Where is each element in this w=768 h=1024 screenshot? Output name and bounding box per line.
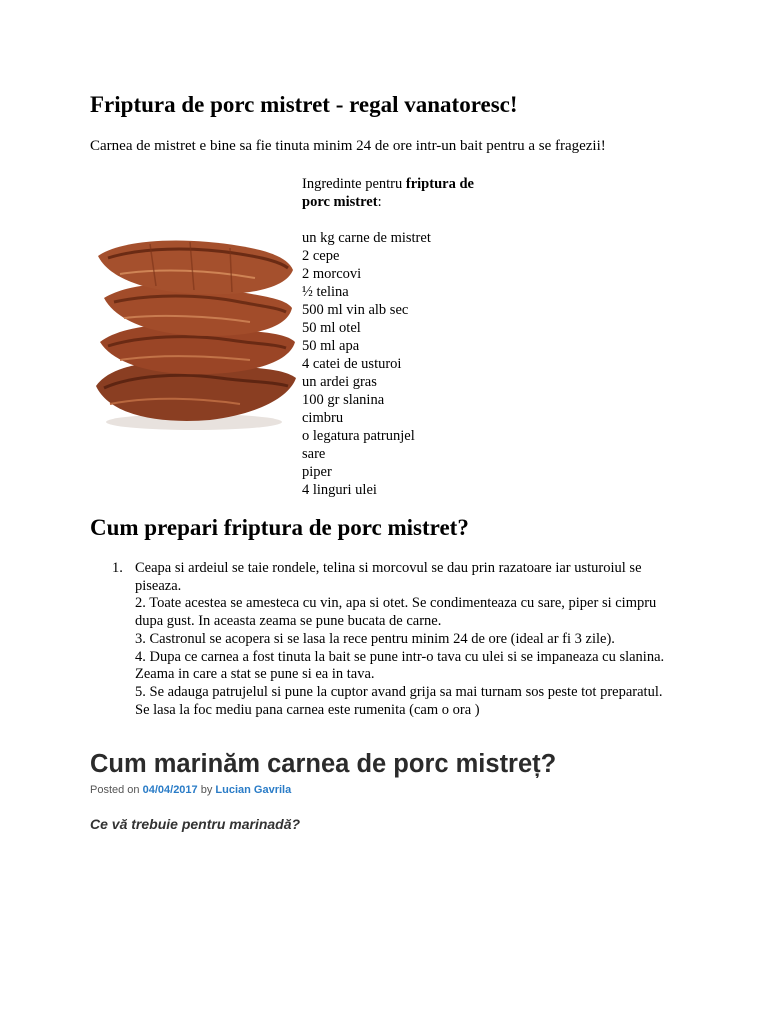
step-number: 1.: [112, 560, 123, 576]
ingredient-item: 100 gr slanina: [302, 392, 385, 408]
ingredient-item: 500 ml vin alb sec: [302, 302, 409, 318]
marinade-question: Ce vă trebuie pentru marinadă?: [90, 816, 301, 832]
roast-pork-photo: [90, 236, 298, 434]
ingredients-heading-prefix: Ingredinte pentru: [302, 176, 406, 192]
ingredient-item: 4 catei de usturoi: [302, 356, 402, 372]
ingredients-section: [302, 175, 502, 499]
preparation-steps: [90, 560, 680, 719]
post-date-link[interactable]: 04/04/2017: [142, 784, 198, 796]
posted-on-label: Posted on: [90, 784, 140, 796]
step-text: 4. Dupa ce carnea a fost tinuta la bait se pune intr-o tava cu ulei si se impaneaza cu slanina. Zeama in care a stat se pune si ea in tava.: [135, 648, 665, 683]
ingredient-item: cimbru: [302, 410, 344, 426]
ingredients-list: [302, 229, 502, 499]
ingredient-item: 50 ml otel: [302, 320, 361, 336]
step-text: 2. Toate acestea se amesteca cu vin, apa si otet. Se condimenteaza cu sare, piper si cimpru dupa gust. In aceasta zeama se pune bucata de carne.: [135, 595, 657, 630]
ingredient-item: sare: [302, 446, 326, 462]
ingredient-item: 50 ml apa: [302, 338, 360, 354]
ingredient-item: 4 linguri ulei: [302, 482, 377, 498]
step-text: Ceapa si ardeiul se taie rondele, telina si morcovul se dau prin razatoare iar usturoiul se piseaza.: [135, 560, 642, 594]
by-label: by: [200, 784, 213, 796]
ingredients-heading: [302, 175, 502, 211]
ingredient-item: o legatura patrunjel: [302, 428, 415, 444]
step-text: 5. Se adauga patrujelul si pune la cuptor avand grija sa mai turnam sos peste tot preparatul. Se lasa la foc mediu pana carnea este rumenita (cam o ora ): [135, 683, 663, 718]
ingredients-heading-bold: friptura de porc mistret: [302, 176, 474, 210]
ingredient-item: ½ telina: [302, 284, 349, 300]
recipe-title: Friptura de porc mistret - regal vanatoresc!: [90, 92, 518, 117]
preparation-heading: Cum prepari friptura de porc mistret?: [90, 515, 469, 540]
step-text: 3. Castronul se acopera si se lasa la rece pentru minim 24 de ore (ideal ar fi 3 zile).: [135, 630, 615, 647]
ingredient-item: piper: [302, 464, 332, 480]
ingredient-item: 2 morcovi: [302, 266, 362, 282]
marinate-heading: Cum marinăm carnea de porc mistreț?: [90, 750, 557, 778]
author-link[interactable]: Lucian Gavrila: [215, 784, 292, 796]
ingredient-item: un kg carne de mistret: [302, 230, 431, 246]
ingredient-item: un ardei gras: [302, 374, 377, 390]
ingredient-item: 2 cepe: [302, 248, 340, 264]
post-meta: [90, 784, 291, 796]
ingredients-heading-suffix: :: [377, 194, 382, 210]
intro-paragraph: Carnea de mistret e bine sa fie tinuta minim 24 de ore intr-un bait pentru a se fragezii!: [90, 138, 606, 154]
